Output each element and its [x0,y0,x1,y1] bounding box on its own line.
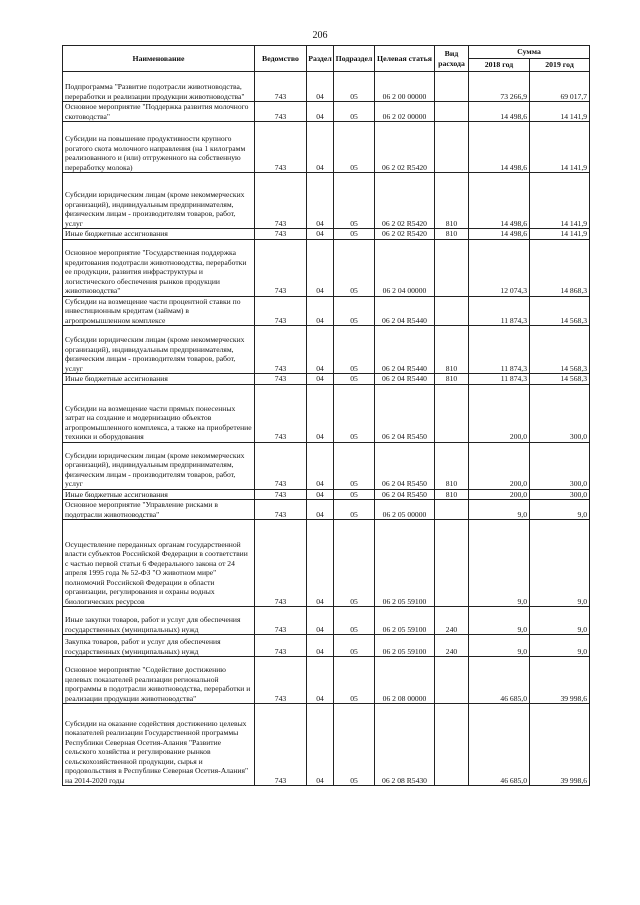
row-sum-2018: 200,0 [469,442,530,489]
row-subsection: 05 [334,374,375,385]
header-year-2019: 2019 год [530,59,590,72]
row-exp-type: 810 [435,442,469,489]
row-section: 04 [307,296,334,326]
row-dept: 743 [255,635,307,657]
table-body [63,72,590,786]
row-name: Иные бюджетные ассигнования [63,229,255,240]
table-row [63,607,590,635]
table-row [63,239,590,296]
header-subsection: Подраздел [334,46,375,72]
row-sum-2019: 14 141,9 [530,122,590,173]
table-row [63,229,590,240]
row-subsection: 05 [334,520,375,607]
row-sum-2018: 46 685,0 [469,704,530,786]
table-row [63,657,590,704]
row-name: Субсидии юридическим лицам (кроме некоммерческих организаций), индивидуальным предпринимателям, физическим лицам - производителям товаров, работ, услуг [63,326,255,374]
row-sum-2019: 9,0 [530,520,590,607]
row-sum-2018: 9,0 [469,500,530,520]
row-sum-2018: 46 685,0 [469,657,530,704]
row-section: 04 [307,442,334,489]
row-dept: 743 [255,296,307,326]
row-sum-2019: 9,0 [530,607,590,635]
row-sum-2019: 14 568,3 [530,326,590,374]
row-subsection: 05 [334,72,375,102]
table-row [63,72,590,102]
row-target: 06 2 04 R5440 [375,296,435,326]
row-name: Иные закупки товаров, работ и услуг для обеспечения государственных (муниципальных) нужд [63,607,255,635]
row-name: Субсидии на возмещение части прямых понесенных затрат на создание и модернизацию объектов агропромышленного комплекса, а также на приобретение техники и оборудования [63,384,255,442]
row-name: Основное мероприятие "Поддержка развития молочного скотоводства" [63,102,255,122]
row-exp-type: 810 [435,374,469,385]
row-name: Подпрограмма "Развитие подотрасли животноводства, переработки и реализации продукции животноводства" [63,72,255,102]
row-section: 04 [307,635,334,657]
row-exp-type [435,384,469,442]
table-row [63,173,590,229]
row-section: 04 [307,384,334,442]
row-subsection: 05 [334,229,375,240]
row-target: 06 2 02 R5420 [375,229,435,240]
row-target: 06 2 04 R5440 [375,374,435,385]
row-section: 04 [307,500,334,520]
row-exp-type [435,296,469,326]
table-row [63,296,590,326]
row-subsection: 05 [334,607,375,635]
row-target: 06 2 05 00000 [375,500,435,520]
row-section: 04 [307,607,334,635]
row-dept: 743 [255,326,307,374]
row-target: 06 2 02 00000 [375,102,435,122]
row-section: 04 [307,374,334,385]
row-dept: 743 [255,607,307,635]
row-exp-type [435,102,469,122]
row-sum-2018: 73 266,9 [469,72,530,102]
row-exp-type: 810 [435,229,469,240]
row-sum-2019: 14 141,9 [530,229,590,240]
row-sum-2018: 11 874,3 [469,374,530,385]
row-sum-2018: 12 074,3 [469,239,530,296]
row-exp-type: 240 [435,635,469,657]
header-sum: Сумма [469,46,590,59]
table-row [63,374,590,385]
row-exp-type: 810 [435,173,469,229]
row-sum-2019: 300,0 [530,489,590,500]
row-dept: 743 [255,239,307,296]
row-sum-2019: 69 017,7 [530,72,590,102]
row-dept: 743 [255,72,307,102]
table-row [63,500,590,520]
row-section: 04 [307,102,334,122]
row-section: 04 [307,520,334,607]
table-row [63,326,590,374]
row-target: 06 2 02 R5420 [375,122,435,173]
row-dept: 743 [255,500,307,520]
row-dept: 743 [255,229,307,240]
table-row [63,442,590,489]
row-exp-type [435,704,469,786]
row-sum-2019: 9,0 [530,500,590,520]
table-row [63,384,590,442]
header-section: Раздел [307,46,334,72]
row-exp-type: 240 [435,607,469,635]
header-name: Наименование [63,46,255,72]
row-dept: 743 [255,489,307,500]
row-exp-type [435,239,469,296]
row-section: 04 [307,489,334,500]
row-subsection: 05 [334,704,375,786]
row-dept: 743 [255,384,307,442]
row-subsection: 05 [334,102,375,122]
row-target: 06 2 05 59100 [375,520,435,607]
row-dept: 743 [255,374,307,385]
row-exp-type [435,72,469,102]
row-subsection: 05 [334,296,375,326]
row-name: Субсидии на оказание содействия достижению целевых показателей реализации Государственной программы Республики Северная Осетия-Алания "Развитие сельского хозяйства и регулирование рынков сельскохозяйственной продукции, сырья и продовольствия в Республике Северная Осетия-Алания" на 2014-2020 годы [63,704,255,786]
row-sum-2018: 14 498,6 [469,122,530,173]
row-sum-2019: 14 568,3 [530,374,590,385]
row-dept: 743 [255,122,307,173]
row-sum-2018: 14 498,6 [469,173,530,229]
row-target: 06 2 05 59100 [375,607,435,635]
row-section: 04 [307,657,334,704]
row-dept: 743 [255,102,307,122]
row-sum-2019: 300,0 [530,442,590,489]
row-section: 04 [307,239,334,296]
row-exp-type [435,122,469,173]
header-target: Целевая статья [375,46,435,72]
row-subsection: 05 [334,384,375,442]
row-target: 06 2 04 R5440 [375,326,435,374]
row-sum-2018: 200,0 [469,489,530,500]
row-subsection: 05 [334,657,375,704]
row-name: Иные бюджетные ассигнования [63,374,255,385]
row-dept: 743 [255,704,307,786]
table-row [63,102,590,122]
row-sum-2018: 9,0 [469,635,530,657]
row-exp-type [435,657,469,704]
row-name: Иные бюджетные ассигнования [63,489,255,500]
row-section: 04 [307,173,334,229]
row-sum-2019: 14 568,3 [530,296,590,326]
row-exp-type: 810 [435,326,469,374]
row-name: Субсидии юридическим лицам (кроме некоммерческих организаций), индивидуальным предпринимателям, физическим лицам - производителям товаров, работ, услуг [63,442,255,489]
row-name: Основное мероприятие "Управление рисками в подотрасли животноводства" [63,500,255,520]
row-sum-2018: 9,0 [469,520,530,607]
row-subsection: 05 [334,173,375,229]
row-target: 06 2 00 00000 [375,72,435,102]
row-sum-2019: 9,0 [530,635,590,657]
row-name: Основное мероприятие "Содействие достижению целевых показателей реализации региональной программы в подотрасли животноводства, переработки и реализации продукции животноводства" [63,657,255,704]
row-target: 06 2 04 R5450 [375,442,435,489]
row-sum-2019: 14 141,9 [530,173,590,229]
row-exp-type [435,520,469,607]
row-dept: 743 [255,173,307,229]
row-subsection: 05 [334,500,375,520]
row-dept: 743 [255,657,307,704]
row-subsection: 05 [334,239,375,296]
row-subsection: 05 [334,326,375,374]
row-sum-2018: 200,0 [469,384,530,442]
table-row [63,704,590,786]
row-target: 06 2 08 00000 [375,657,435,704]
header-dept: Ведомство [255,46,307,72]
page-number: 206 [312,30,328,41]
table-row [63,520,590,607]
row-sum-2018: 11 874,3 [469,296,530,326]
header-exp-type: Вид расхода [435,46,469,72]
row-target: 06 2 04 00000 [375,239,435,296]
row-section: 04 [307,122,334,173]
row-name: Основное мероприятие "Государственная поддержка кредитования подотрасли животноводства, переработки ее продукции, развития инфраструктуры и логистического обеспечения рынков продукции животноводства" [63,239,255,296]
table-row [63,489,590,500]
row-target: 06 2 08 R5430 [375,704,435,786]
row-sum-2019: 300,0 [530,384,590,442]
row-target: 06 2 04 R5450 [375,489,435,500]
row-name: Осуществление переданных органам государственной власти субъектов Российской Федерации в соответствии с частью первой статьи 6 Федерального закона от 24 апреля 1995 года № 52-ФЗ "О животном мире" полномочий Российской Федерации в области организации, регулирования и охраны водных биологических ресурсов [63,520,255,607]
row-section: 04 [307,704,334,786]
row-subsection: 05 [334,635,375,657]
row-subsection: 05 [334,442,375,489]
row-sum-2018: 14 498,6 [469,229,530,240]
table-row [63,122,590,173]
row-sum-2019: 14 868,3 [530,239,590,296]
row-sum-2018: 14 498,6 [469,102,530,122]
row-section: 04 [307,229,334,240]
row-exp-type: 810 [435,489,469,500]
row-name: Закупка товаров, работ и услуг для обеспечения государственных (муниципальных) нужд [63,635,255,657]
row-sum-2018: 9,0 [469,607,530,635]
row-sum-2019: 39 998,6 [530,657,590,704]
row-subsection: 05 [334,122,375,173]
row-dept: 743 [255,520,307,607]
row-sum-2019: 39 998,6 [530,704,590,786]
row-sum-2019: 14 141,9 [530,102,590,122]
row-target: 06 2 05 59100 [375,635,435,657]
row-name: Субсидии на возмещение части процентной ставки по инвестиционным кредитам (займам) в агропромышленном комплексе [63,296,255,326]
row-section: 04 [307,72,334,102]
row-name: Субсидии юридическим лицам (кроме некоммерческих организаций), индивидуальным предпринимателям, физическим лицам - производителям товаров, работ, услуг [63,173,255,229]
row-sum-2018: 11 874,3 [469,326,530,374]
row-target: 06 2 04 R5450 [375,384,435,442]
row-exp-type [435,500,469,520]
row-dept: 743 [255,442,307,489]
row-target: 06 2 02 R5420 [375,173,435,229]
row-subsection: 05 [334,489,375,500]
row-section: 04 [307,326,334,374]
table-row [63,635,590,657]
budget-table [62,45,590,786]
header-year-2018: 2018 год [469,59,530,72]
row-name: Субсидии на повышение продуктивности крупного рогатого скота молочного направления (на 1 килограмм реализованного и (или) отгруженного на собственную переработку молока) [63,122,255,173]
